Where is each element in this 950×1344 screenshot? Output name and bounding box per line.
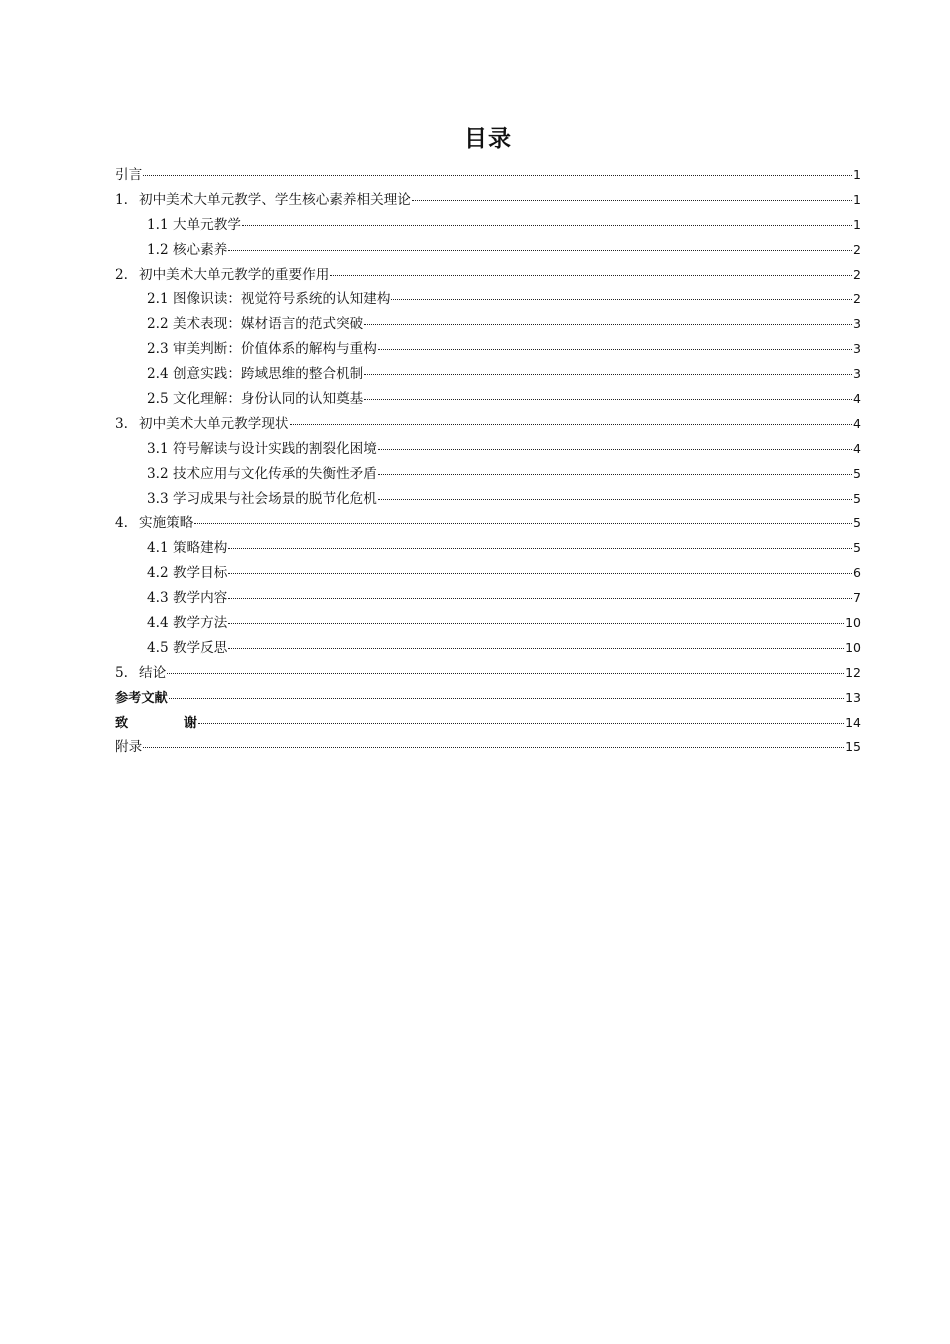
chapter-title: 初中美术大单元教学的重要作用 [139, 266, 330, 283]
toc-entry-section-4-4[interactable] [115, 611, 861, 636]
toc-entry-section-2-4[interactable] [115, 362, 861, 387]
toc-entry-label: 4.4 教学方法 [147, 615, 228, 632]
chapter-title: 实施策略 [139, 515, 194, 532]
toc-page-number: 12 [845, 664, 861, 680]
toc-entry-intro[interactable] [115, 163, 861, 188]
chapter-title: 初中美术大单元教学现状 [139, 415, 289, 432]
dot-leader [228, 598, 852, 599]
toc-entry-acknowledgements[interactable] [115, 711, 861, 736]
dot-leader [364, 324, 852, 325]
dot-leader [228, 250, 852, 251]
toc-entry-label [115, 511, 193, 536]
toc-entry-chapter-1[interactable] [115, 188, 861, 213]
toc-page-number: 2 [853, 266, 861, 282]
toc-entry-section-4-2[interactable] [115, 561, 861, 586]
dot-leader [228, 548, 852, 549]
toc-entry-appendix[interactable] [115, 735, 861, 760]
dot-leader [330, 275, 852, 276]
toc-entry-label [115, 188, 411, 213]
toc-page-number: 4 [853, 440, 861, 456]
toc-entry-section-2-1[interactable] [115, 287, 861, 312]
toc-page-number: 5 [853, 540, 861, 556]
toc-page-number: 4 [853, 391, 861, 407]
chapter-number: 5. [115, 664, 128, 681]
toc-entry-label: 引言 [115, 167, 143, 183]
toc-entry-section-3-2[interactable] [115, 462, 861, 487]
toc-entry-section-1-1[interactable] [115, 213, 861, 238]
dot-leader [169, 698, 844, 699]
dot-leader [364, 374, 852, 375]
toc-title: 目录 [464, 126, 512, 152]
toc-entry-label: 1.2 核心素养 [147, 241, 228, 258]
toc-entry-section-4-5[interactable] [115, 636, 861, 661]
toc-entry-label: 3.3 学习成果与社会场景的脱节化危机 [147, 490, 377, 507]
table-of-contents [115, 163, 861, 760]
toc-page-number: 4 [853, 415, 861, 431]
chapter-title: 初中美术大单元教学、学生核心素养相关理论 [139, 191, 411, 208]
toc-page-number: 1 [853, 191, 861, 207]
dot-leader [378, 449, 852, 450]
dot-leader [378, 349, 852, 350]
toc-entry-label: 参考文献 [115, 690, 168, 706]
dot-leader [378, 499, 852, 500]
toc-entry-section-2-5[interactable] [115, 387, 861, 412]
toc-entry-label: 附录 [115, 739, 143, 756]
toc-entry-label: 2.2 美术表现：媒材语言的范式突破 [147, 316, 364, 333]
toc-entry-section-3-1[interactable] [115, 437, 861, 462]
toc-page-number: 3 [853, 341, 861, 357]
chapter-number: 2. [115, 266, 128, 283]
dot-leader [194, 523, 852, 524]
toc-entry-label: 4.5 教学反思 [147, 639, 228, 656]
toc-entry-label: 4.3 教学内容 [147, 590, 228, 607]
toc-entry-references[interactable] [115, 686, 861, 711]
toc-entry-chapter-5[interactable] [115, 661, 861, 686]
dot-leader [198, 723, 844, 724]
toc-page-number: 2 [853, 241, 861, 257]
chapter-number: 4. [115, 515, 128, 532]
dot-leader [143, 747, 844, 748]
toc-entry-section-3-3[interactable] [115, 487, 861, 512]
toc-page-number: 15 [845, 739, 861, 755]
toc-page-number: 7 [853, 590, 861, 606]
toc-entry-section-4-3[interactable] [115, 586, 861, 611]
toc-entry-label: 4.2 教学目标 [147, 565, 228, 582]
dot-leader [167, 673, 844, 674]
toc-entry-section-2-3[interactable] [115, 337, 861, 362]
dot-leader [228, 623, 844, 624]
toc-entry-label: 1.1 大单元教学 [147, 216, 241, 233]
chapter-title: 结论 [139, 664, 167, 681]
toc-page-number: 5 [853, 515, 861, 531]
toc-entry-label: 3.2 技术应用与文化传承的失衡性矛盾 [147, 465, 377, 482]
toc-entry-chapter-4[interactable] [115, 511, 861, 536]
toc-page-number: 3 [853, 366, 861, 382]
toc-entry-section-2-2[interactable] [115, 312, 861, 337]
toc-entry-label: 2.5 文化理解：身份认同的认知奠基 [147, 391, 364, 408]
toc-entry-section-4-1[interactable] [115, 536, 861, 561]
dot-leader [412, 200, 852, 201]
dot-leader [378, 474, 852, 475]
toc-page-number: 6 [853, 565, 861, 581]
toc-entry-label: 致谢 [115, 715, 197, 731]
toc-page-number: 1 [853, 216, 861, 232]
toc-page-number: 5 [853, 490, 861, 506]
toc-page-number: 1 [853, 167, 861, 182]
toc-entry-label [115, 661, 166, 686]
toc-page-number: 13 [845, 689, 861, 705]
toc-page-number: 10 [845, 615, 861, 631]
dot-leader [143, 175, 852, 176]
toc-page-number: 2 [853, 291, 861, 307]
toc-page-number: 5 [853, 465, 861, 481]
chapter-number: 3. [115, 415, 128, 432]
toc-entry-label: 4.1 策略建构 [147, 540, 228, 557]
toc-page-number: 3 [853, 316, 861, 332]
toc-entry-label: 2.3 审美判断：价值体系的解构与重构 [147, 341, 377, 358]
toc-entry-label: 3.1 符号解读与设计实践的割裂化困境 [147, 440, 377, 457]
toc-entry-label [115, 263, 329, 288]
toc-entry-chapter-3[interactable] [115, 412, 861, 437]
dot-leader [228, 573, 852, 574]
toc-entry-section-1-2[interactable] [115, 238, 861, 263]
dot-leader [242, 225, 852, 226]
toc-page-number: 14 [845, 714, 861, 730]
dot-leader [228, 648, 844, 649]
toc-entry-label: 2.4 创意实践：跨域思维的整合机制 [147, 366, 364, 383]
toc-entry-label [115, 412, 289, 437]
toc-entry-chapter-2[interactable] [115, 263, 861, 288]
toc-entry-label: 2.1 图像识读：视觉符号系统的认知建构 [147, 291, 391, 308]
chapter-number: 1. [115, 191, 128, 208]
dot-leader [364, 399, 852, 400]
dot-leader [290, 424, 853, 425]
toc-page-number: 10 [845, 639, 861, 655]
dot-leader [391, 299, 852, 300]
